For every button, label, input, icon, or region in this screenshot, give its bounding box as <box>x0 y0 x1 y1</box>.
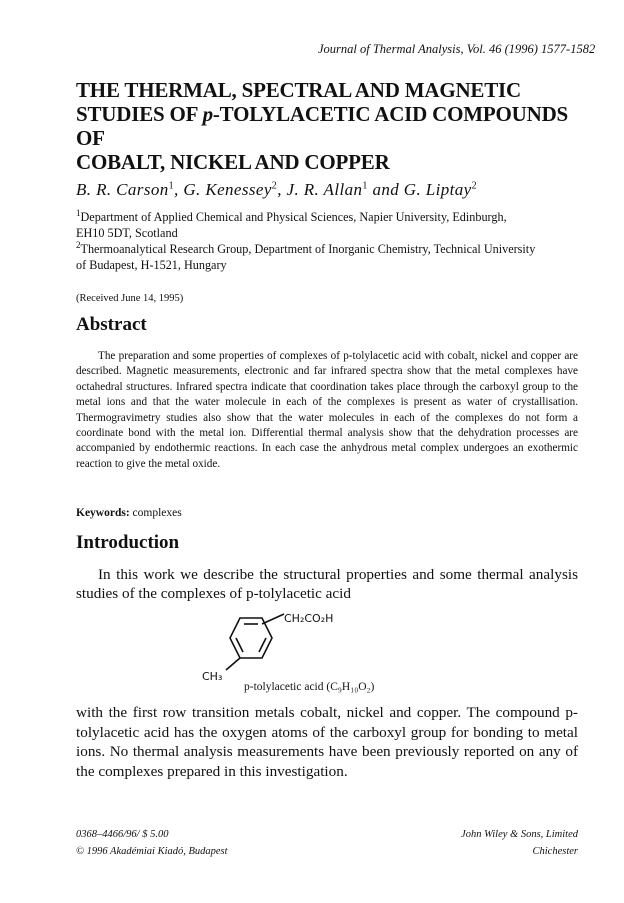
title-line-3: COBALT, NICKEL AND COPPER <box>76 150 390 174</box>
keywords-label: Keywords: <box>76 507 130 519</box>
journal-header: Journal of Thermal Analysis, Vol. 46 (1996) 1577-1582 <box>318 42 596 56</box>
chemical-structure <box>200 610 340 682</box>
footer-city: Chichester <box>532 846 578 857</box>
keywords <box>76 507 182 519</box>
title-line-2: STUDIES OF p-TOLYLACETIC ACID COMPOUNDS OF <box>76 102 569 150</box>
structure-caption: p-tolylacetic acid (C₉H₁₀O₂) <box>244 681 375 693</box>
received-date: (Received June 14, 1995) <box>76 293 184 304</box>
substituent-ch3: CH₃ <box>202 670 223 682</box>
introduction-para-1: In this work we describe the structural properties and some thermal analysis studies of the complexes of p-tolylacetic acid <box>76 566 578 602</box>
affiliation-2: $^2$Thermoanalytical Research Group, Department of Inorganic Chemistry, Technical University of Budapest, H-1521, Hungary <box>76 240 536 272</box>
author-list: B. R. Carson$^1$, G. Kenessey$^2$, J. R. Allan$^1$ and G. Liptay$^2$ <box>76 180 478 199</box>
keywords-value: complexes <box>132 507 182 519</box>
abstract-text: The preparation and some properties of complexes of p-tolylacetic acid with cobalt, nickel and copper are described. Magnetic measurements, electronic and far infrared spectra show that the metal complexes have octahedral structures. Infrared spectra indicate that coordination takes place through the carboxyl group to the metal ions and that the water molecule in each of the complexes is present as water of crystallisation. Thermogravimetry studies also show that the water molecules in each of the complexes do not form a coordinate bond with the metal ion. Differential thermal analysis show that the dehydration processes are accompanied by endothermic reactions. In each case the anhydrous metal complex undergoes an exothermic reaction to give the metal oxide. <box>76 350 578 470</box>
author-carson: B. R. Carson <box>76 180 169 199</box>
affiliation-1: $^1$Department of Applied Chemical and Physical Sciences, Napier University, Edinburgh, EH10 5DT, Scotland <box>76 208 507 240</box>
author-liptay: G. Liptay <box>403 180 472 199</box>
footer-publisher: John Wiley & Sons, Limited <box>461 829 578 840</box>
abstract-body <box>76 349 578 472</box>
introduction-para-2: with the first row transition metals cobalt, nickel and copper. The compound p-tolylacetic acid has the oxygen atoms of the carboxyl group for bonding to metal ions. No thermal analysis measurements have been previously reported on any of the complexes prepared in this investigation. <box>76 704 578 780</box>
footer-left <box>76 826 228 860</box>
paper-title <box>76 78 576 174</box>
author-kenessey: G. Kenessey <box>183 180 272 199</box>
introduction-heading: Introduction <box>76 532 180 553</box>
title-line-1: THE THERMAL, SPECTRAL AND MAGNETIC <box>76 78 521 102</box>
footer-right <box>400 826 578 860</box>
footer-copyright: © 1996 Akadémiai Kiadó, Budapest <box>76 846 228 857</box>
substituent-ch2co2h: CH₂CO₂H <box>284 612 334 625</box>
abstract-heading: Abstract <box>76 314 147 335</box>
author-allan: J. R. Allan <box>286 180 363 199</box>
footer-code: 0368–4466/96/ $ 5.00 <box>76 829 169 840</box>
